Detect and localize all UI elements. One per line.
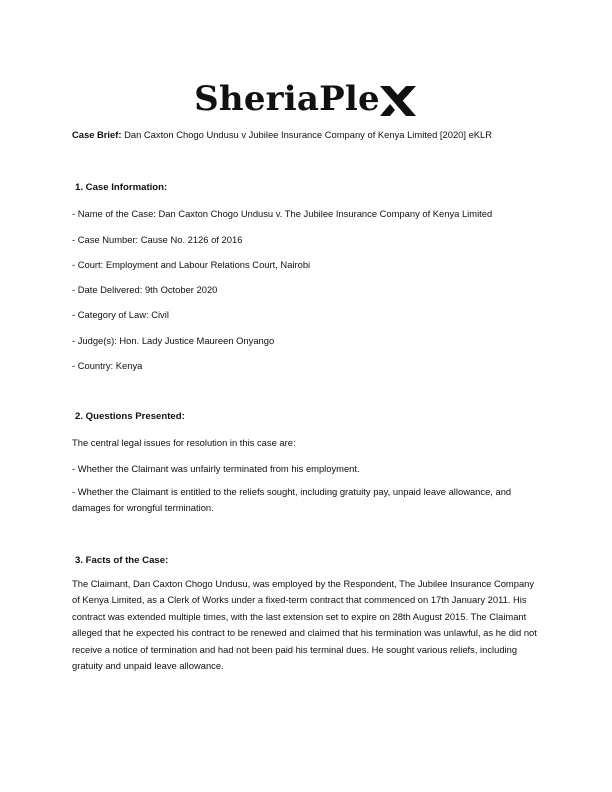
case-brief-title	[72, 128, 552, 141]
questions-intro: The central legal issues for resolution in this case are:	[72, 437, 296, 448]
list-item: - Whether the Claimant is entitled to the reliefs sought, including gratuity pay, unpaid leave allowance, and damages for wrongful termination.	[72, 486, 512, 514]
logo-text: SheriaPle	[194, 79, 380, 119]
list-item: - Category of Law: Civil	[72, 309, 169, 320]
list-item: - Judge(s): Hon. Lady Justice Maureen Onyango	[72, 335, 275, 346]
list-item: - Country: Kenya	[72, 360, 143, 371]
list-item: - Name of the Case: Dan Caxton Chogo Undusu v. The Jubilee Insurance Company of Kenya Limited	[72, 208, 493, 219]
sheriaplex-logo	[0, 78, 612, 120]
case-brief-text: Dan Caxton Chogo Undusu v Jubilee Insurance Company of Kenya Limited [2020] eKLR	[121, 129, 493, 140]
logo-wordmark	[194, 79, 418, 119]
x-mark-icon	[378, 84, 418, 118]
list-item: - Court: Employment and Labour Relations Court, Nairobi	[72, 259, 311, 270]
section-heading-case-information: 1. Case Information:	[75, 182, 168, 193]
list-item: - Whether the Claimant was unfairly terminated from his employment.	[72, 463, 360, 474]
facts-paragraph: The Claimant, Dan Caxton Chogo Undusu, was employed by the Respondent, The Jubilee Insurance Company of Kenya Limited, as a Clerk of Works under a fixed-term contract that commenced on 17th January 2011. His contract was extended multiple times, with the last extension set to expire on 28th August 2015. The Claimant alleged that he expected his contract to be renewed and claimed that his termination was unlawful, as he did not receive a notice of termination and had not been paid his terminal dues. He sought various reliefs, including gratuity and unpaid leave allowance.	[72, 578, 537, 672]
list-item: - Date Delivered: 9th October 2020	[72, 284, 218, 295]
case-brief-label: Case Brief:	[72, 129, 122, 140]
section-heading-questions-presented: 2. Questions Presented:	[75, 411, 185, 422]
section-heading-facts: 3. Facts of the Case:	[75, 555, 169, 566]
list-item: - Case Number: Cause No. 2126 of 2016	[72, 234, 243, 245]
